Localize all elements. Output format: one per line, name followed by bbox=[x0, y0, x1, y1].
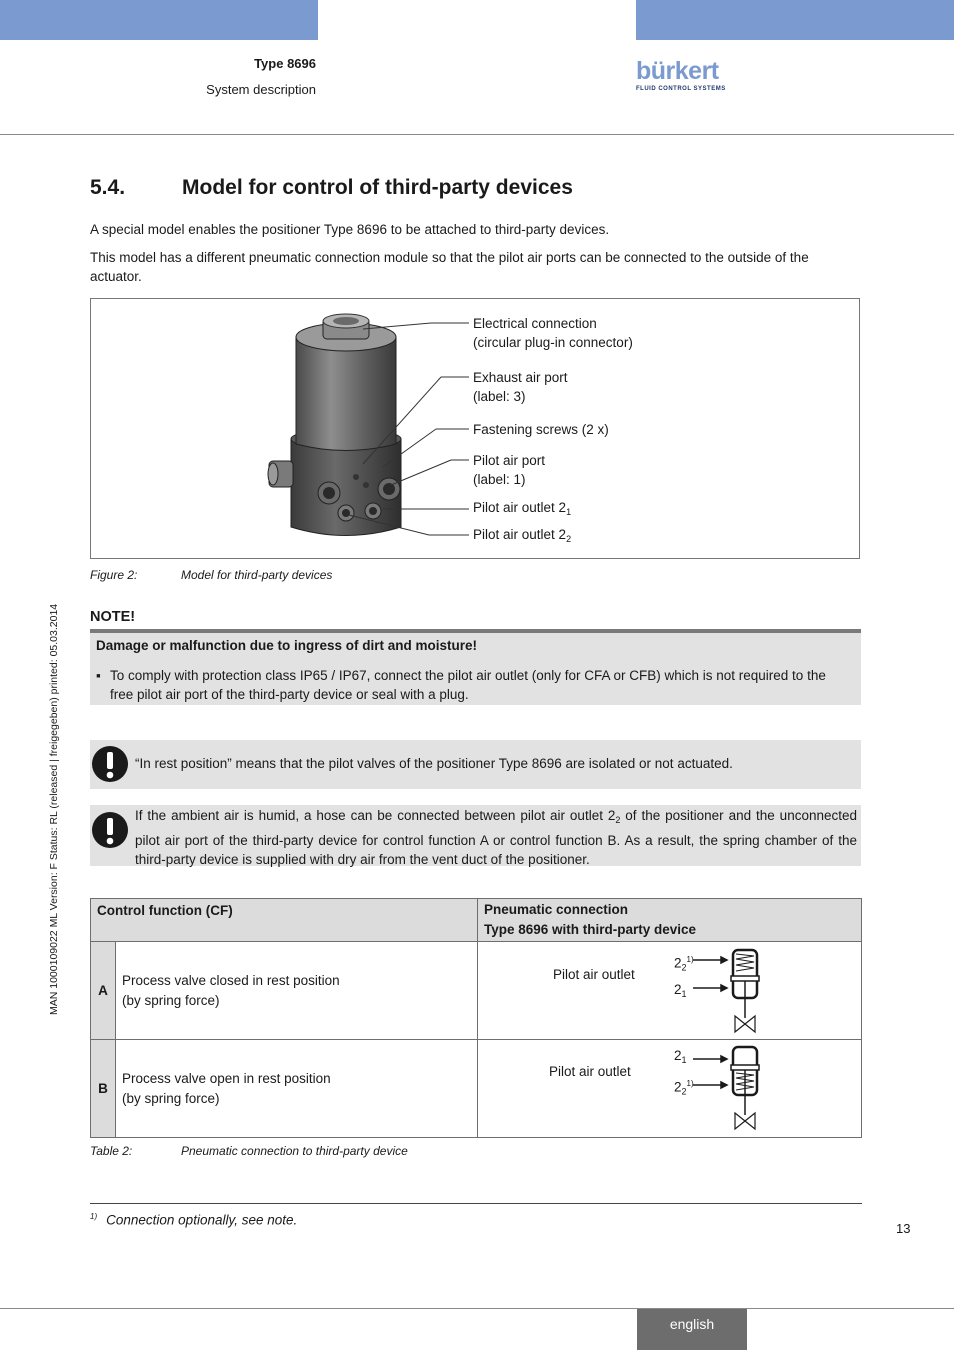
callout-outlet-22 bbox=[473, 525, 571, 549]
footnote bbox=[90, 1212, 297, 1228]
header-pn-line1: Pneumatic connection bbox=[484, 902, 629, 917]
language-tab: english bbox=[637, 1309, 747, 1350]
row-description bbox=[116, 1040, 478, 1138]
footer-divider bbox=[0, 1308, 954, 1309]
control-function-table bbox=[90, 898, 862, 1138]
row-pneumatic-cell bbox=[478, 942, 862, 1040]
callout-outlet-21 bbox=[473, 498, 571, 522]
callout-electrical bbox=[473, 314, 633, 352]
callout-exhaust-line1: Exhaust air port bbox=[473, 370, 568, 385]
table-row bbox=[91, 1040, 862, 1138]
footnote-divider bbox=[90, 1203, 862, 1204]
row-letter: A bbox=[91, 942, 116, 1040]
callout-outlet-22-sub: 2 bbox=[566, 534, 572, 544]
row-description bbox=[116, 942, 478, 1040]
header-bar-right bbox=[636, 0, 954, 40]
note-bullet bbox=[96, 666, 846, 704]
info-box-rest-position bbox=[90, 740, 861, 789]
document-meta: MAN 1000109022 ML Version: F Status: RL (released | freigegeben) printed: 05.03.2014 bbox=[48, 603, 60, 1015]
note-title: NOTE! bbox=[90, 609, 136, 625]
header-control-function bbox=[91, 899, 478, 942]
section-heading bbox=[90, 176, 573, 200]
callout-pilot-port-line1: Pilot air port bbox=[473, 453, 546, 468]
port-label-top: $2_1$ bbox=[674, 1048, 687, 1065]
pilot-outlet-label: Pilot air outlet bbox=[549, 1064, 631, 1079]
header-cf-text: Control function (CF) bbox=[97, 903, 233, 918]
row-letter: B bbox=[91, 1040, 116, 1138]
row-desc-line1: Process valve closed in rest position bbox=[122, 972, 340, 988]
callout-pilot-port bbox=[473, 451, 545, 489]
table-header-row bbox=[91, 899, 862, 942]
header-divider bbox=[0, 134, 954, 135]
header-bar-left bbox=[0, 0, 318, 40]
header-pneumatic bbox=[478, 899, 862, 942]
row-pneumatic-cell bbox=[478, 1040, 862, 1138]
section-title: Model for control of third-party devices bbox=[182, 176, 573, 199]
callout-outlet-21-sub: 1 bbox=[566, 507, 572, 517]
exclamation-icon bbox=[90, 810, 130, 850]
info-humid-text bbox=[135, 806, 857, 870]
row-desc-line2: (by spring force) bbox=[122, 992, 220, 1008]
footnote-text: Connection optionally, see note. bbox=[106, 1212, 298, 1228]
figure-frame bbox=[90, 298, 860, 559]
figure-caption bbox=[90, 568, 332, 582]
description-paragraph: This model has a different pneumatic connection module so that the pilot air ports can be connected to the outside of the actuator. bbox=[90, 250, 809, 284]
doc-type: Type 8696 bbox=[254, 56, 316, 71]
table-caption bbox=[90, 1144, 408, 1158]
table-caption-text: Pneumatic connection to third-party device bbox=[181, 1144, 408, 1158]
table-caption-label: Table 2: bbox=[90, 1144, 133, 1158]
header-pn-line2: Type 8696 with third-party device bbox=[484, 922, 697, 937]
info-rest-text: “In rest position” means that the pilot valves of the positioner Type 8696 are isolated or not actuated. bbox=[135, 756, 733, 771]
callout-outlet-21-text: Pilot air outlet 2 bbox=[473, 500, 567, 515]
table-row bbox=[91, 942, 862, 1040]
exclamation-icon bbox=[90, 744, 130, 784]
pilot-outlet-label: Pilot air outlet bbox=[553, 967, 635, 982]
callout-electrical-line1: Electrical connection bbox=[473, 316, 597, 331]
callout-electrical-line2: (circular plug-in connector) bbox=[473, 335, 633, 350]
port-label-bottom: $2_1$ bbox=[674, 982, 687, 999]
burkert-logo bbox=[636, 56, 736, 92]
actuator-symbol-a bbox=[683, 946, 793, 1038]
info-humid-text-b: of the positioner and the unconnected pilot air port of the third-party device for control function A or control function B. As a result, the spring chamber of the third-party device is supplied with dry air from the vent duct of the positioner. bbox=[135, 808, 857, 867]
intro-paragraph: A special model enables the positioner Type 8696 to be attached to third-party devices. bbox=[90, 222, 610, 237]
footnote-mark: 1) bbox=[90, 1212, 98, 1221]
logo-word: bürkert bbox=[636, 57, 719, 85]
section-number: 5.4. bbox=[90, 176, 126, 199]
doc-chapter: System description bbox=[206, 82, 316, 97]
note-box bbox=[90, 629, 861, 705]
figure-caption-label: Figure 2: bbox=[90, 568, 138, 582]
row-desc-line2: (by spring force) bbox=[122, 1090, 220, 1106]
port-label-bottom: $2_2^{1)}$ bbox=[674, 1079, 694, 1097]
figure-caption-text: Model for third-party devices bbox=[181, 568, 333, 582]
page-number: 13 bbox=[896, 1221, 911, 1236]
note-bullet-text: To comply with protection class IP65 / IP67, connect the pilot air outlet (only for CFA or CFB) which is not required to the free pilot air port of the third-party device or seal with a plug. bbox=[110, 668, 826, 702]
callout-pilot-port-line2: (label: 1) bbox=[473, 472, 526, 487]
callout-exhaust bbox=[473, 368, 568, 406]
info-humid-text-a: If the ambient air is humid, a hose can be connected between pilot air outlet 2 bbox=[135, 808, 616, 823]
logo-tagline: FLUID CONTROL SYSTEMS bbox=[636, 86, 726, 92]
actuator-symbol-b bbox=[683, 1043, 793, 1135]
callout-outlet-22-text: Pilot air outlet 2 bbox=[473, 527, 567, 542]
info-humid-sub: 2 bbox=[615, 815, 621, 825]
row-desc-line1: Process valve open in rest position bbox=[122, 1070, 331, 1086]
callout-screws: Fastening screws (2 x) bbox=[473, 422, 609, 437]
bullet-icon: ▪ bbox=[96, 668, 101, 683]
info-box-humid-air bbox=[90, 805, 861, 866]
note-heading: Damage or malfunction due to ingress of dirt and moisture! bbox=[96, 638, 478, 653]
port-label-top: $2_2^{1)}$ bbox=[674, 955, 694, 973]
callout-exhaust-line2: (label: 3) bbox=[473, 389, 526, 404]
